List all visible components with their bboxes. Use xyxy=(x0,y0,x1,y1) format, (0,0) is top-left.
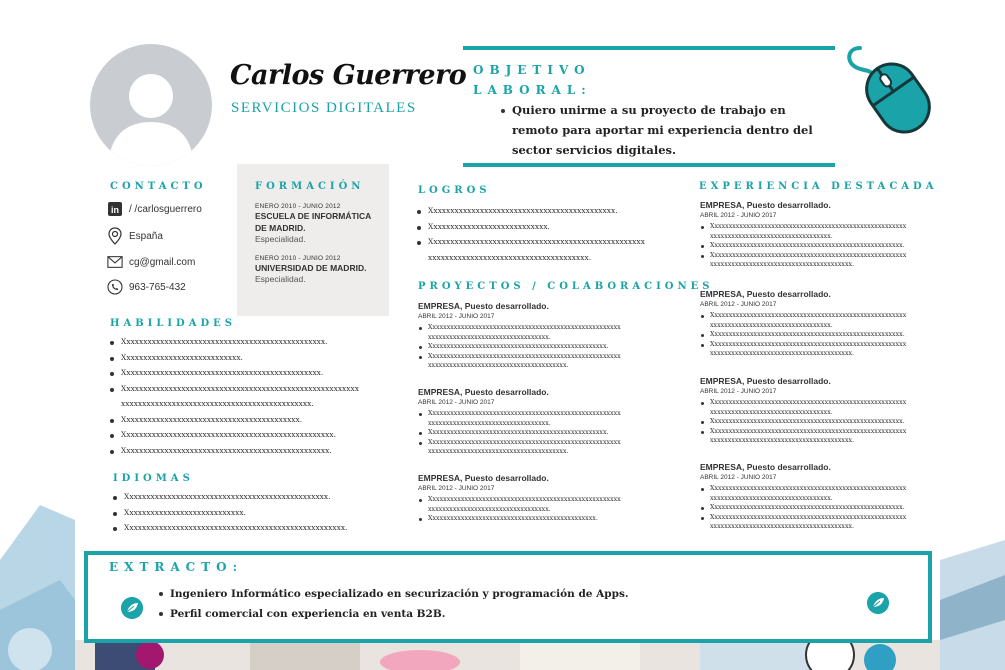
summary-title: EXTRACTO: xyxy=(109,560,244,574)
leaf-icon xyxy=(121,597,143,619)
language-item: Xxxxxxxxxxxxxxxxxxxxxxxxxxxxxxxxxxxxxxxxxxxxxxxx. xyxy=(112,489,372,505)
experience-bullet: Xxxxxxxxxxxxxxxxxxxxxxxxxxxxxxxxxxxxxxxxxxxxxxxxxxxxxx. xyxy=(700,241,925,251)
project-dates: ABRIL 2012 - JUNIO 2017 xyxy=(418,399,495,406)
location-pin-icon xyxy=(107,228,123,244)
experience-entry xyxy=(700,462,925,532)
project-heading: EMPRESA, Puesto desarrollado. xyxy=(418,301,549,311)
education-dates: ENERO 2010 - JUNIO 2012 xyxy=(255,203,341,210)
project-bullets xyxy=(418,409,648,457)
skill-item: Xxxxxxxxxxxxxxxxxxxxxxxxxxxx. xyxy=(109,350,364,366)
languages-title: IDIOMAS xyxy=(113,473,194,484)
education-specialty: Especialidad. xyxy=(255,234,306,244)
summary-list xyxy=(158,584,629,624)
candidate-name: Carlos Guerrero xyxy=(230,60,467,91)
education-school: UNIVERSIDAD DE MADRID. xyxy=(255,263,367,273)
experience-bullets xyxy=(700,222,925,270)
project-entry xyxy=(418,473,648,524)
education-entry xyxy=(255,255,380,284)
linkedin-handle: / /carlosguerrero xyxy=(129,203,202,215)
experience-heading: EMPRESA, Puesto desarrollado. xyxy=(700,200,831,210)
education-dates: ENERO 2010 - JUNIO 2012 xyxy=(255,255,341,262)
objective-title: OBJETIVO LABORAL: xyxy=(473,63,592,97)
projects-title: PROYECTOS / COLABORACIONES xyxy=(418,281,714,292)
email-text: cg@gmail.com xyxy=(129,256,196,268)
experience-bullets xyxy=(700,311,925,359)
experience-bullet: Xxxxxxxxxxxxxxxxxxxxxxxxxxxxxxxxxxxxxxxxxxxxxxxxxxxxxxx xxxxxxxxxxxxxxxxxxxxxxxxxxxxxxxxxx. xyxy=(700,311,925,330)
user-silhouette-icon xyxy=(90,44,212,166)
language-item: Xxxxxxxxxxxxxxxxxxxxxxxxxxxx. xyxy=(112,505,372,521)
experience-dates: ABRIL 2012 - JUNIO 2017 xyxy=(700,388,777,395)
experience-heading: EMPRESA, Puesto desarrollado. xyxy=(700,376,831,386)
project-bullet: Xxxxxxxxxxxxxxxxxxxxxxxxxxxxxxxxxxxxxxxxxxxxxxxxxxxxxx xxxxxxxxxxxxxxxxxxxxxxxxxxxxxxxxxxxxxxx. xyxy=(418,352,648,371)
experience-bullet: Xxxxxxxxxxxxxxxxxxxxxxxxxxxxxxxxxxxxxxxxxxxxxxxxxxxxxxx xxxxxxxxxxxxxxxxxxxxxxxxxxxxxxxxxxxxxxxx. xyxy=(700,340,925,359)
summary-item: Ingeniero Informático especializado en securización y programación de Apps. xyxy=(158,584,629,604)
experience-heading: EMPRESA, Puesto desarrollado. xyxy=(700,289,831,299)
experience-entry xyxy=(700,200,925,270)
skills-title: HABILIDADES xyxy=(110,318,236,329)
languages-list xyxy=(112,489,372,536)
experience-dates: ABRIL 2012 - JUNIO 2017 xyxy=(700,301,777,308)
project-bullet: Xxxxxxxxxxxxxxxxxxxxxxxxxxxxxxxxxxxxxxxxxxxxxxxxxx. xyxy=(418,342,648,352)
achievement-item: Xxxxxxxxxxxxxxxxxxxxxxxxxxxx. xyxy=(416,219,666,235)
education-title: FORMACIÓN xyxy=(255,181,365,192)
achievements-title: LOGROS xyxy=(418,185,491,196)
achievements-list xyxy=(416,203,666,265)
project-dates: ABRIL 2012 - JUNIO 2017 xyxy=(418,313,495,320)
phone-icon xyxy=(107,279,123,295)
project-bullet: Xxxxxxxxxxxxxxxxxxxxxxxxxxxxxxxxxxxxxxxxxxxxxxxxxxxxxx xxxxxxxxxxxxxxxxxxxxxxxxxxxxxxxxxx. xyxy=(418,409,648,428)
skill-item: Xxxxxxxxxxxxxxxxxxxxxxxxxxxxxxxxxxxxxxxxxxxxxxx. xyxy=(109,365,364,381)
project-heading: EMPRESA, Puesto desarrollado. xyxy=(418,387,549,397)
language-item: Xxxxxxxxxxxxxxxxxxxxxxxxxxxxxxxxxxxxxxxxxxxxxxxxxxxx. xyxy=(112,520,372,536)
contact-phone[interactable] xyxy=(107,279,186,295)
experience-bullet: Xxxxxxxxxxxxxxxxxxxxxxxxxxxxxxxxxxxxxxxxxxxxxxxxxxxxxxx xxxxxxxxxxxxxxxxxxxxxxxxxxxxxxxxxxxxxxxx. xyxy=(700,251,925,270)
contact-email[interactable] xyxy=(107,254,195,270)
education-specialty: Especialidad. xyxy=(255,274,306,284)
project-entry xyxy=(418,387,648,457)
candidate-subtitle: SERVICIOS DIGITALES xyxy=(231,100,417,116)
skill-item: Xxxxxxxxxxxxxxxxxxxxxxxxxxxxxxxxxxxxxxxxxxxxxxxxx. xyxy=(109,443,364,459)
summary-item: Perfil comercial con experiencia en venta B2B. xyxy=(158,604,629,624)
project-bullet: Xxxxxxxxxxxxxxxxxxxxxxxxxxxxxxxxxxxxxxxxxxxxxxx. xyxy=(418,514,648,524)
achievement-item: Xxxxxxxxxxxxxxxxxxxxxxxxxxxxxxxxxxxxxxxxxxxxxxxxxxx xxxxxxxxxxxxxxxxxxxxxxxxxxxxxxxxxxxxxx. xyxy=(416,234,666,265)
experience-entry xyxy=(700,289,925,359)
svg-text:in: in xyxy=(111,205,119,215)
skill-item: Xxxxxxxxxxxxxxxxxxxxxxxxxxxxxxxxxxxxxxxxxxxxxxxxxxxxxxxx xxxxxxxxxxxxxxxxxxxxxxxxxxxxxxxxxxxxxxxxxxxxx. xyxy=(109,381,364,412)
computer-mouse-icon xyxy=(840,40,935,135)
project-bullet: Xxxxxxxxxxxxxxxxxxxxxxxxxxxxxxxxxxxxxxxxxxxxxxxxxxxxxx xxxxxxxxxxxxxxxxxxxxxxxxxxxxxxxxxx. xyxy=(418,495,648,514)
objective-item: Quiero unirme a su proyecto de trabajo en remoto para aportar mi experiencia dentro del sector servicios digitales. xyxy=(500,100,830,160)
achievement-item: Xxxxxxxxxxxxxxxxxxxxxxxxxxxxxxxxxxxxxxxxxxxx. xyxy=(416,203,666,219)
education-school: ESCUELA DE INFORMÁTICA DE MADRID. xyxy=(255,211,372,233)
experience-dates: ABRIL 2012 - JUNIO 2017 xyxy=(700,212,777,219)
experience-heading: EMPRESA, Puesto desarrollado. xyxy=(700,462,831,472)
leaf-icon xyxy=(867,592,889,614)
objective-list xyxy=(500,100,830,160)
avatar xyxy=(90,44,212,166)
experience-bullet: Xxxxxxxxxxxxxxxxxxxxxxxxxxxxxxxxxxxxxxxxxxxxxxxxxxxxxxx xxxxxxxxxxxxxxxxxxxxxxxxxxxxxxxxxx. xyxy=(700,484,925,503)
experience-bullets xyxy=(700,398,925,446)
contact-linkedin[interactable] xyxy=(107,201,202,217)
education-entry xyxy=(255,203,380,244)
experience-dates: ABRIL 2012 - JUNIO 2017 xyxy=(700,474,777,481)
skill-item: Xxxxxxxxxxxxxxxxxxxxxxxxxxxxxxxxxxxxxxxxxx. xyxy=(109,412,364,428)
experience-bullet: Xxxxxxxxxxxxxxxxxxxxxxxxxxxxxxxxxxxxxxxxxxxxxxxxxxxxxx. xyxy=(700,417,925,427)
skill-item: Xxxxxxxxxxxxxxxxxxxxxxxxxxxxxxxxxxxxxxxxxxxxxxxx. xyxy=(109,334,364,350)
project-dates: ABRIL 2012 - JUNIO 2017 xyxy=(418,485,495,492)
experience-bullet: Xxxxxxxxxxxxxxxxxxxxxxxxxxxxxxxxxxxxxxxxxxxxxxxxxxxxxx. xyxy=(700,330,925,340)
location-text: España xyxy=(129,230,163,242)
experience-bullet: Xxxxxxxxxxxxxxxxxxxxxxxxxxxxxxxxxxxxxxxxxxxxxxxxxxxxxxx xxxxxxxxxxxxxxxxxxxxxxxxxxxxxxxxxx. xyxy=(700,222,925,241)
project-bullet: Xxxxxxxxxxxxxxxxxxxxxxxxxxxxxxxxxxxxxxxxxxxxxxxxxx. xyxy=(418,428,648,438)
project-heading: EMPRESA, Puesto desarrollado. xyxy=(418,473,549,483)
contact-location xyxy=(107,228,163,244)
phone-text: 963-765-432 xyxy=(129,281,186,293)
contact-title: CONTACTO xyxy=(110,181,207,192)
experience-entry xyxy=(700,376,925,446)
experience-bullet: Xxxxxxxxxxxxxxxxxxxxxxxxxxxxxxxxxxxxxxxxxxxxxxxxxxxxxx. xyxy=(700,503,925,513)
project-entry xyxy=(418,301,648,371)
project-bullet: Xxxxxxxxxxxxxxxxxxxxxxxxxxxxxxxxxxxxxxxxxxxxxxxxxxxxxx xxxxxxxxxxxxxxxxxxxxxxxxxxxxxxxxxx. xyxy=(418,323,648,342)
project-bullets xyxy=(418,495,648,524)
project-bullets xyxy=(418,323,648,371)
experience-title: EXPERIENCIA DESTACADA xyxy=(699,181,938,192)
project-bullet: Xxxxxxxxxxxxxxxxxxxxxxxxxxxxxxxxxxxxxxxxxxxxxxxxxxxxxx xxxxxxxxxxxxxxxxxxxxxxxxxxxxxxxxxxxxxxx. xyxy=(418,438,648,457)
skills-list xyxy=(109,334,364,458)
experience-bullet: Xxxxxxxxxxxxxxxxxxxxxxxxxxxxxxxxxxxxxxxxxxxxxxxxxxxxxxx xxxxxxxxxxxxxxxxxxxxxxxxxxxxxxxxxx. xyxy=(700,398,925,417)
experience-bullets xyxy=(700,484,925,532)
linkedin-icon xyxy=(107,201,123,217)
envelope-icon xyxy=(107,254,123,270)
experience-bullet: Xxxxxxxxxxxxxxxxxxxxxxxxxxxxxxxxxxxxxxxxxxxxxxxxxxxxxxx xxxxxxxxxxxxxxxxxxxxxxxxxxxxxxxxxxxxxxxx. xyxy=(700,513,925,532)
experience-bullet: Xxxxxxxxxxxxxxxxxxxxxxxxxxxxxxxxxxxxxxxxxxxxxxxxxxxxxxx xxxxxxxxxxxxxxxxxxxxxxxxxxxxxxxxxxxxxxxx. xyxy=(700,427,925,446)
skill-item: Xxxxxxxxxxxxxxxxxxxxxxxxxxxxxxxxxxxxxxxxxxxxxxxxxx. xyxy=(109,427,364,443)
